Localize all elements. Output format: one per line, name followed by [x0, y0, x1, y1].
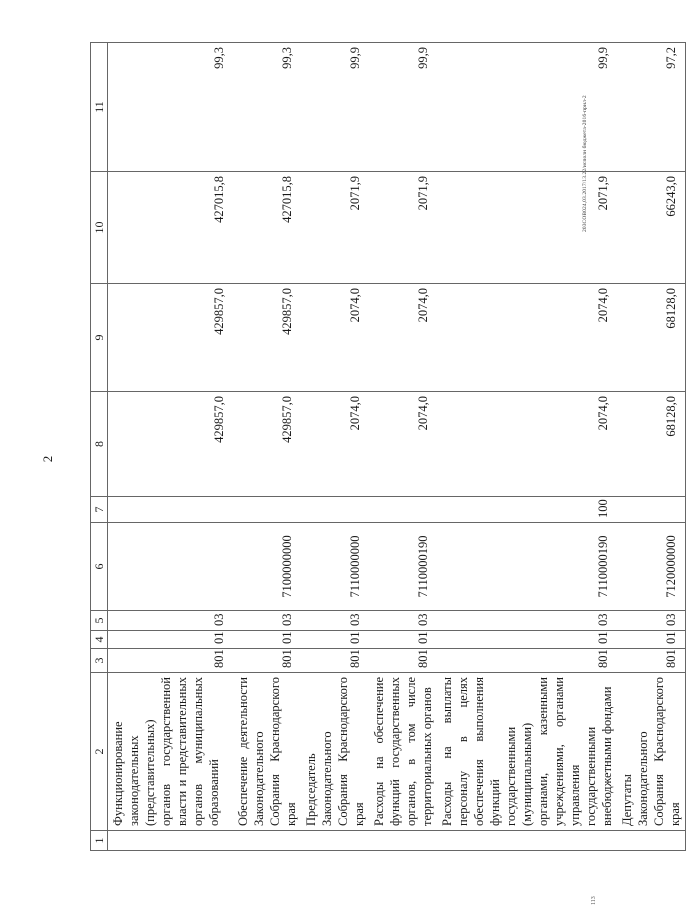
table-row	[437, 43, 617, 851]
row-ved: 801	[108, 649, 233, 673]
row-name: Расходы на выплаты персоналу в целях обеспечения выполнения функций государственными (муниципальными) органами, казенными учреждениями, органами управления государственными внебюджетными фондами	[437, 673, 617, 831]
row-ved: 801	[437, 649, 617, 673]
row-plan: 429857,0	[233, 392, 301, 497]
row-csr: 7110000000	[301, 523, 369, 611]
row-percent: 99,3	[108, 43, 233, 172]
row-approved: 2074,0	[437, 284, 617, 392]
row-vr	[233, 497, 301, 523]
row-percent: 99,3	[233, 43, 301, 172]
column-header: 8	[91, 392, 108, 497]
document-footer: 203COB024,03.2017/13.22/исполн бюджета-2016-прил-2	[582, 95, 588, 232]
row-approved: 429857,0	[108, 284, 233, 392]
row-number	[301, 831, 369, 851]
row-executed: 427015,8	[233, 172, 301, 284]
row-executed: 427015,8	[108, 172, 233, 284]
row-approved: 2074,0	[369, 284, 437, 392]
table-row	[369, 43, 437, 851]
row-plan: 2074,0	[369, 392, 437, 497]
column-header: 5	[91, 611, 108, 631]
row-number	[108, 831, 233, 851]
row-rz: 01	[108, 631, 233, 649]
row-vr	[617, 497, 686, 523]
page-number: 2	[40, 455, 55, 463]
row-rz: 01	[437, 631, 617, 649]
row-pr: 03	[369, 611, 437, 631]
row-number	[369, 831, 437, 851]
row-approved: 2074,0	[301, 284, 369, 392]
row-vr	[369, 497, 437, 523]
column-header: 7	[91, 497, 108, 523]
row-csr: 7120000000	[617, 523, 686, 611]
table-row	[233, 43, 301, 851]
table-row	[108, 43, 233, 851]
corner-mark: 113	[591, 896, 597, 905]
column-header: 2	[91, 673, 108, 831]
row-csr: 7110000190	[437, 523, 617, 611]
row-pr: 03	[108, 611, 233, 631]
row-executed: 2071,9	[437, 172, 617, 284]
row-vr	[108, 497, 233, 523]
row-vr: 100	[437, 497, 617, 523]
table-row	[617, 43, 686, 851]
row-pr: 03	[437, 611, 617, 631]
row-plan: 2074,0	[437, 392, 617, 497]
row-csr: 7110000190	[369, 523, 437, 611]
row-rz: 01	[301, 631, 369, 649]
row-pr: 03	[301, 611, 369, 631]
row-name: Функционирование законодательных (представительных) органов государственной власти и представительных органов муниципальных образований	[108, 673, 233, 831]
row-executed: 2071,9	[369, 172, 437, 284]
row-percent: 97,2	[617, 43, 686, 172]
row-rz: 01	[233, 631, 301, 649]
row-percent: 99,9	[369, 43, 437, 172]
header-row	[91, 43, 108, 851]
column-header: 10	[91, 172, 108, 284]
budget-table	[90, 42, 686, 851]
column-header: 1	[91, 831, 108, 851]
row-pr: 03	[617, 611, 686, 631]
row-name: Расходы на обеспечение функций государственных органов, в том числе территориальных органов	[369, 673, 437, 831]
row-ved: 801	[617, 649, 686, 673]
row-approved: 68128,0	[617, 284, 686, 392]
row-executed: 66243,0	[617, 172, 686, 284]
row-rz: 01	[617, 631, 686, 649]
row-approved: 429857,0	[233, 284, 301, 392]
column-header: 11	[91, 43, 108, 172]
row-executed: 2071,9	[301, 172, 369, 284]
row-plan: 2074,0	[301, 392, 369, 497]
column-header: 3	[91, 649, 108, 673]
column-header: 6	[91, 523, 108, 611]
row-rz: 01	[369, 631, 437, 649]
row-number	[233, 831, 301, 851]
row-csr: 7100000000	[233, 523, 301, 611]
row-name: Председатель Законодательного Собрания Краснодарского края	[301, 673, 369, 831]
row-csr	[108, 523, 233, 611]
table-row	[301, 43, 369, 851]
row-plan: 429857,0	[108, 392, 233, 497]
row-ved: 801	[233, 649, 301, 673]
column-header: 9	[91, 284, 108, 392]
row-number	[437, 831, 617, 851]
row-percent: 99,9	[437, 43, 617, 172]
row-plan: 68128,0	[617, 392, 686, 497]
row-pr: 03	[233, 611, 301, 631]
row-ved: 801	[301, 649, 369, 673]
row-vr	[301, 497, 369, 523]
row-number	[617, 831, 686, 851]
row-name: Обеспечение деятельности Законодательного Собрания Краснодарского края	[233, 673, 301, 831]
row-percent: 99,9	[301, 43, 369, 172]
row-ved: 801	[369, 649, 437, 673]
column-header: 4	[91, 631, 108, 649]
row-name: Депутаты Законодательного Собрания Краснодарского края	[617, 673, 686, 831]
